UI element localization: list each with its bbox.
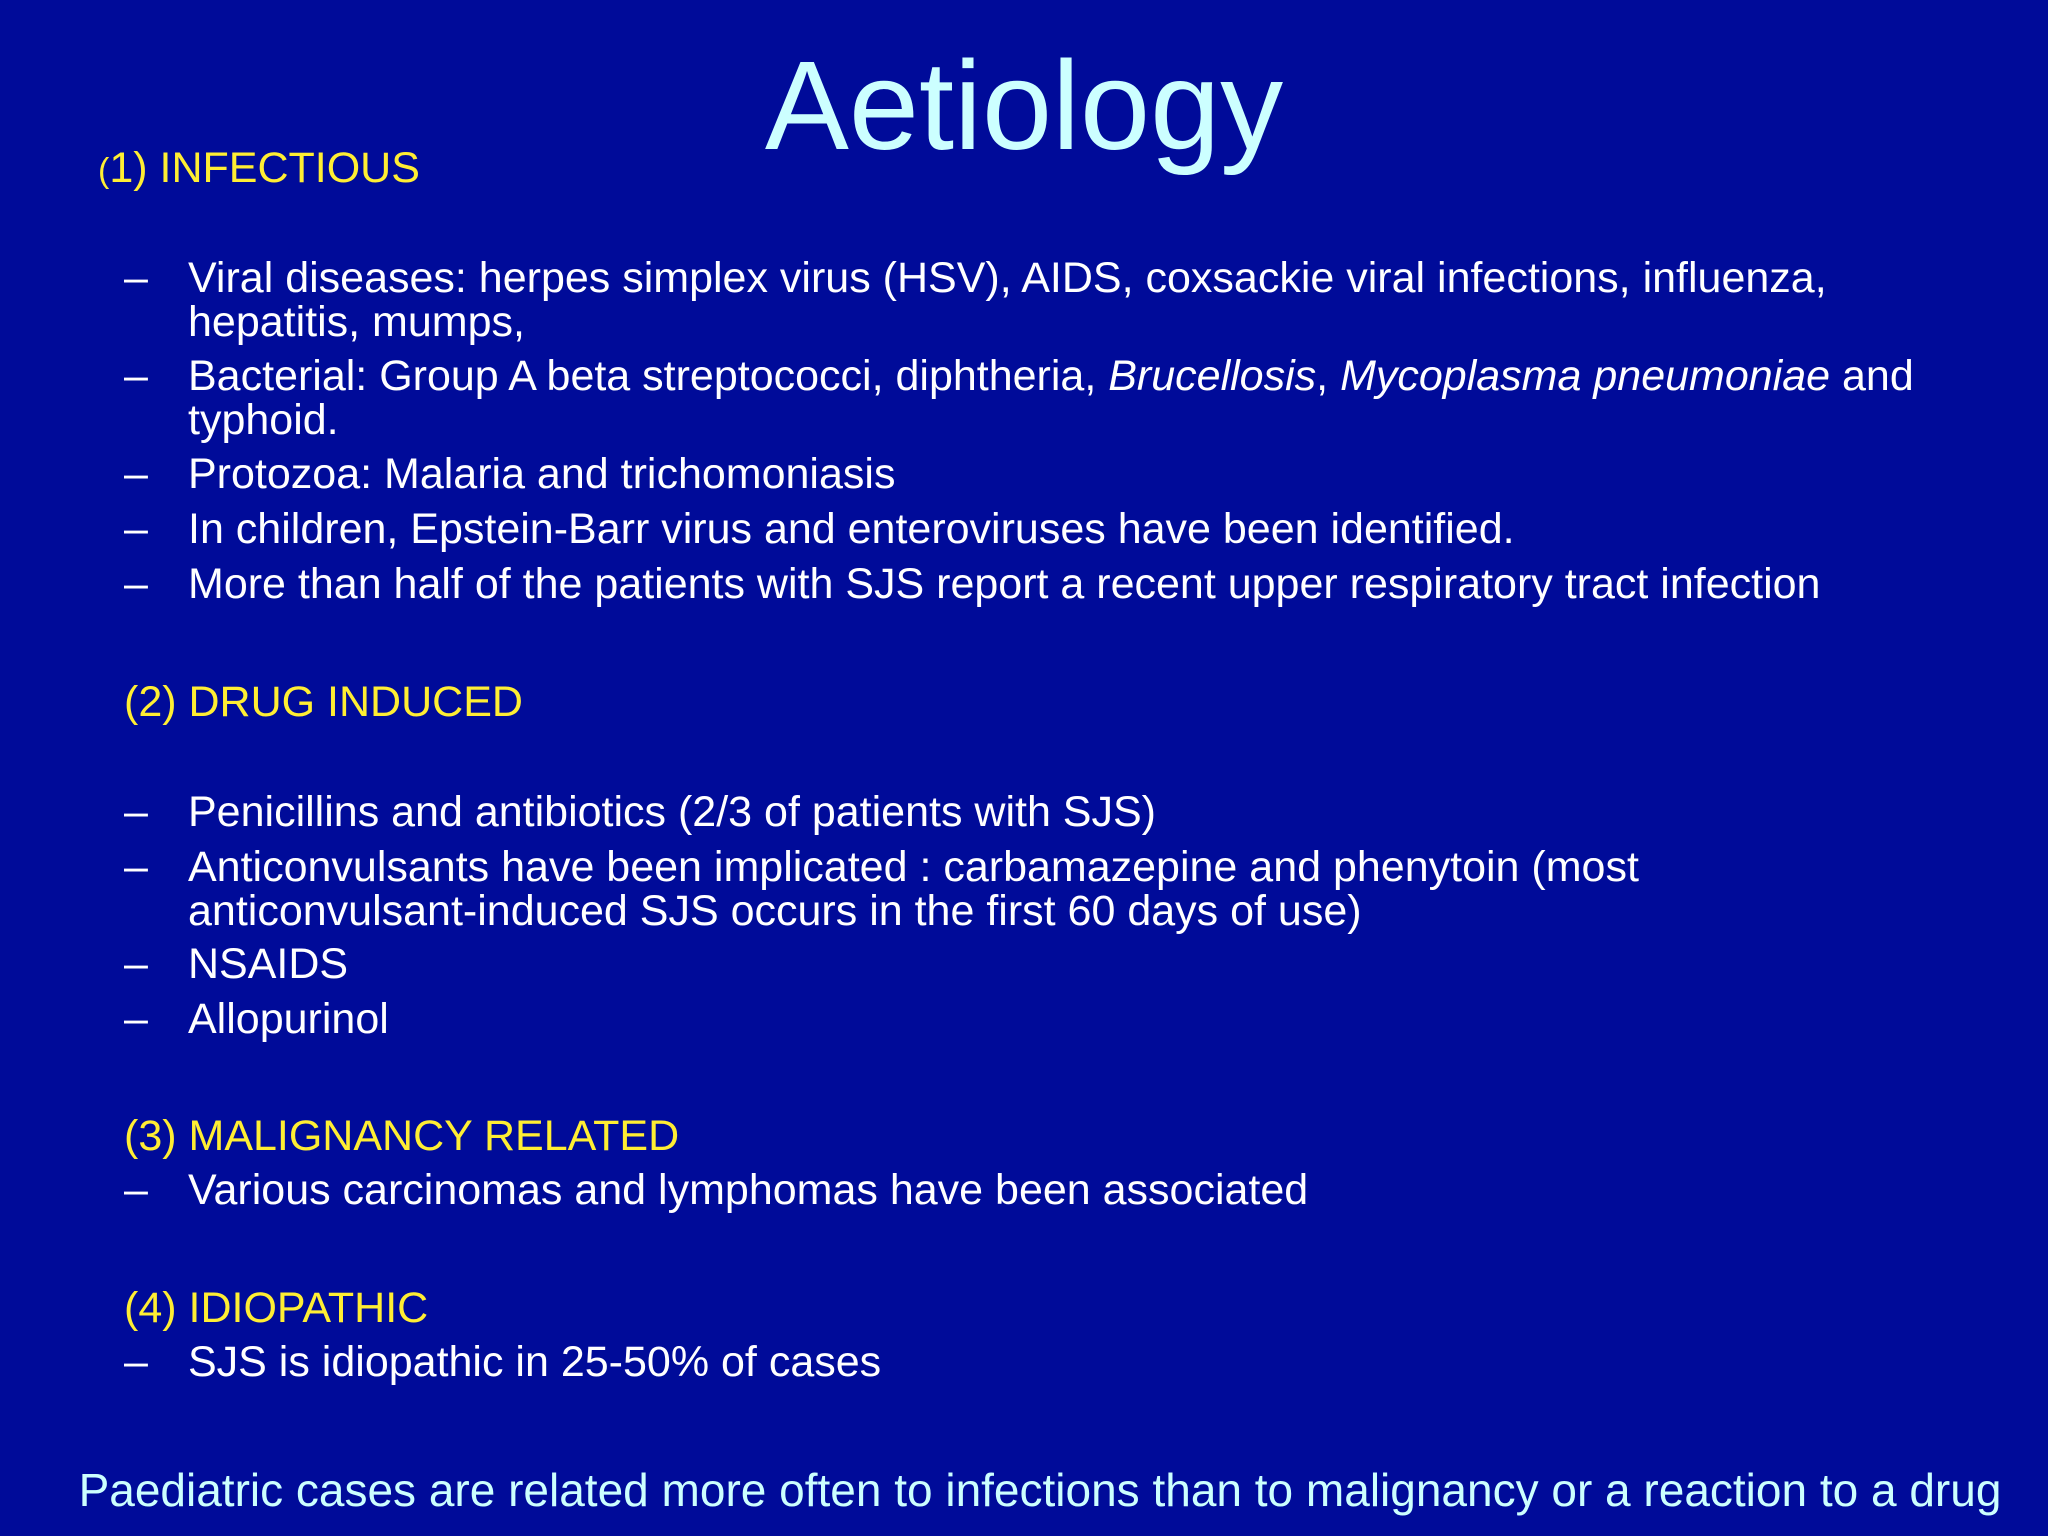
bullet-dash: –	[124, 995, 148, 1043]
heading-idiopathic: (4) IDIOPATHIC	[124, 1284, 429, 1332]
bacterial-prefix: Bacterial: Group A beta streptococci, diphtheria,	[188, 352, 1109, 400]
heading-infectious-text: 1) INFECTIOUS	[109, 144, 420, 192]
bacterial-mycoplasma: Mycoplasma pneumoniae	[1340, 352, 1831, 400]
bullet-dash: –	[124, 940, 148, 988]
children-text: In children, Epstein-Barr virus and enteroviruses have been identified.	[188, 505, 1515, 553]
bullet-dash: –	[124, 450, 148, 498]
bacterial-line-2: typhoid.	[188, 396, 339, 444]
respiratory-text: More than half of the patients with SJS report a recent upper respiratory tract infection	[188, 560, 1821, 608]
bullet-dash: –	[124, 788, 148, 836]
bullet-dash: –	[124, 352, 148, 400]
anticonvulsants-line-1: Anticonvulsants have been implicated : carbamazepine and phenytoin (most	[188, 843, 1639, 891]
bacterial-brucellosis: Brucellosis	[1108, 352, 1317, 400]
heading-drug-induced: (2) DRUG INDUCED	[124, 678, 523, 726]
bullet-dash: –	[124, 560, 148, 608]
bullet-dash: –	[124, 505, 148, 553]
carcinomas-text: Various carcinomas and lymphomas have been associated	[188, 1166, 1309, 1214]
bullet-dash: –	[124, 1338, 148, 1386]
viral-line-1: Viral diseases: herpes simplex virus (HSV), AIDS, coxsackie viral infections, influenza,	[188, 254, 1827, 302]
heading-malignancy: (3) MALIGNANCY RELATED	[124, 1112, 680, 1160]
viral-line-2: hepatitis, mumps,	[188, 298, 525, 346]
heading-infectious-paren: (	[98, 152, 110, 190]
bullet-dash: –	[124, 254, 148, 302]
protozoa-text: Protozoa: Malaria and trichomoniasis	[188, 450, 896, 498]
heading-infectious	[98, 144, 420, 195]
bacterial-line-1	[188, 354, 1914, 398]
footer-note: Paediatric cases are related more often to infections than to malignancy or a reaction to a drug	[78, 1464, 2002, 1516]
bacterial-separator: ,	[1316, 352, 1341, 400]
bullet-dash: –	[124, 843, 148, 891]
bullet-dash: –	[124, 1166, 148, 1214]
penicillins-text: Penicillins and antibiotics (2/3 of patients with SJS)	[188, 788, 1156, 836]
allopurinol-text: Allopurinol	[188, 995, 389, 1043]
idiopathic-text: SJS is idiopathic in 25-50% of cases	[188, 1338, 882, 1386]
bacterial-suffix: and	[1830, 352, 1914, 400]
slide-title: Aetiology	[764, 35, 1284, 176]
anticonvulsants-line-2: anticonvulsant-induced SJS occurs in the first 60 days of use)	[188, 887, 1362, 935]
nsaids-text: NSAIDS	[188, 940, 349, 988]
